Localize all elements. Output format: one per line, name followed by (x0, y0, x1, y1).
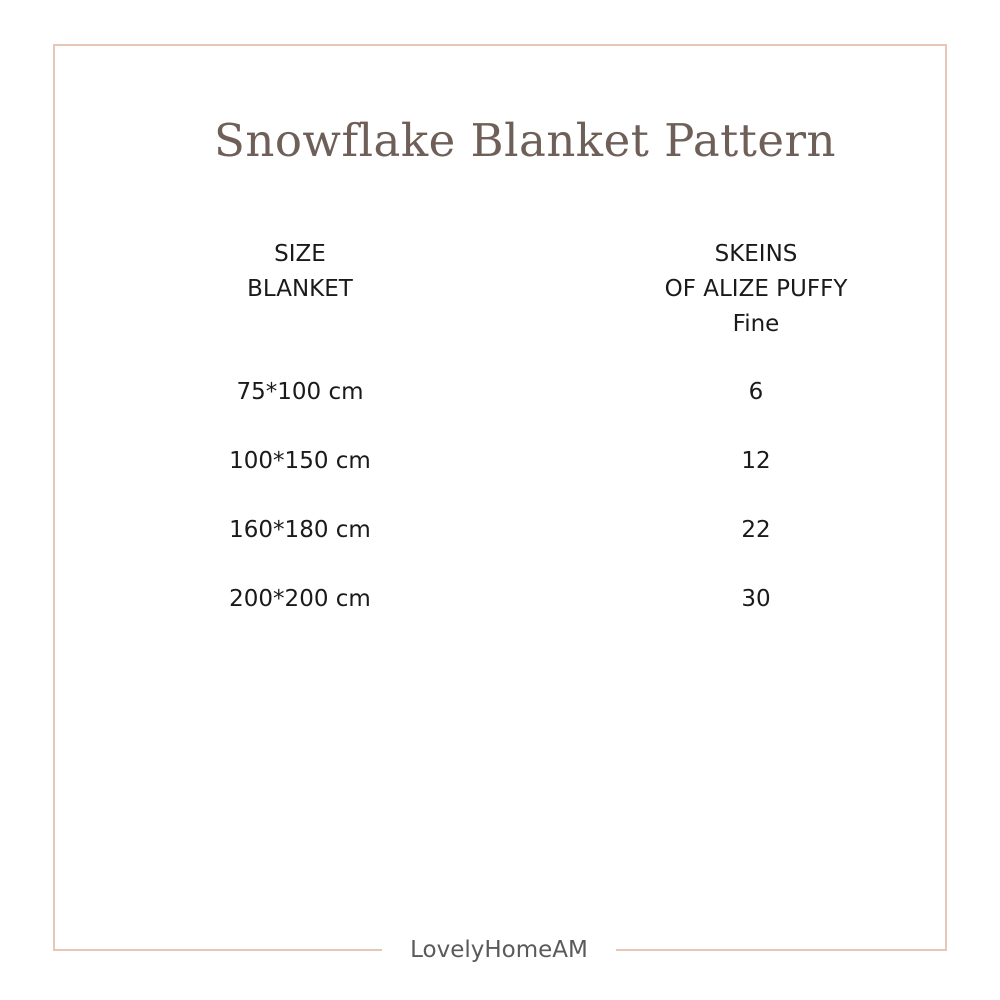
frame-border-bottom-right (616, 949, 947, 951)
frame-border-left (53, 44, 55, 951)
size-cell: 75*100 cm (236, 379, 364, 405)
skeins-header-line: OF ALIZE PUFFY (664, 276, 848, 302)
size-cell: 100*150 cm (229, 448, 371, 474)
skeins-header-line: Fine (732, 311, 780, 337)
skeins-cell: 6 (748, 379, 764, 405)
skeins-cell: 12 (741, 448, 771, 474)
frame-border-right (945, 44, 947, 951)
skeins-cell: 30 (741, 586, 771, 612)
skeins-header-line: SKEINS (714, 241, 798, 267)
footer-brand: LovelyHomeAM (410, 937, 588, 963)
size-cell: 200*200 cm (229, 586, 371, 612)
size-header-line: BLANKET (247, 276, 353, 302)
size-column-header (160, 237, 440, 307)
frame-border-top (53, 44, 947, 46)
frame-border-bottom-left (53, 949, 382, 951)
skeins-cell: 22 (741, 517, 771, 543)
size-cell: 160*180 cm (229, 517, 371, 543)
size-header-line: SIZE (274, 241, 326, 267)
page-title: Snowflake Blanket Pattern (214, 114, 836, 167)
skeins-column-header (596, 237, 916, 342)
